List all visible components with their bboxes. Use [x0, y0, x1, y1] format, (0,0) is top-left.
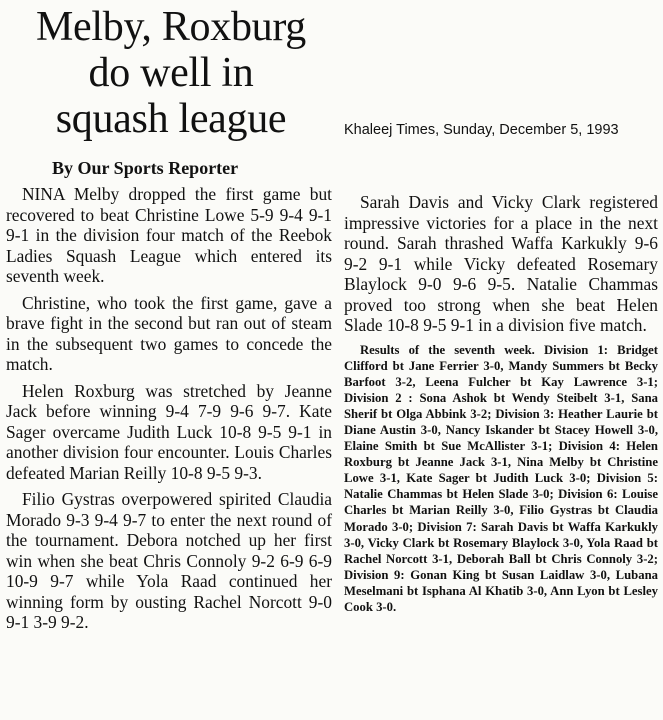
article-paragraph: NINA Melby dropped the first game but recovered to beat Christine Lowe 5-9 9-4 9-1 9-1 in the division four match of the Reebok Ladies Squash League which entered its seventh week. [6, 184, 332, 286]
headline-line-3: squash league [55, 96, 287, 142]
article-paragraph: Sarah Davis and Vicky Clark registered impressive victories for a place in the next round. Sarah thrashed Waffa Karkukly 9-6 9-2 9-1 while Vicky defeated Rosemary Blaylock 9-0 9-6 9-5. Natalie Chammas proved too strong when she beat Helen Slade 10-8 9-5 9-1 in a division five match. [344, 192, 658, 335]
article-column-right [344, 192, 658, 621]
headline-line-2: do well in [88, 50, 254, 96]
article-column-left [6, 184, 332, 639]
byline: By Our Sports Reporter [52, 158, 239, 178]
headline [6, 4, 336, 142]
article-paragraph: Helen Roxburg was stretched by Jeanne Jack before winning 9-4 7-9 9-6 9-7. Kate Sager overcame Judith Luck 10-8 9-5 9-1 in another division four encounter. Louis Charles defeated Marian Reilly 10-8 9-5 9-3. [6, 380, 332, 483]
article-paragraph: Christine, who took the first game, gave a brave fight in the second but ran out of steam in the subsequent two games to concede the match. [6, 292, 332, 374]
headline-line-1: Melby, Roxburg [36, 4, 306, 50]
dateline: Khaleej Times, Sunday, December 5, 1993 [344, 122, 619, 138]
results-list: Results of the seventh week. Division 1: Bridget Clifford bt Jane Ferrier 3-0, Mandy Summers bt Becky Barfoot 3-2, Leena Fulcher bt Kay Lawrence 3-1; Division 2 : Sona Ashok bt Wendy Steibelt 3-1, Sana Sherif bt Olga Abbink 3-2; Division 3: Heather Laurie bt Diane Austin 3-0, Nancy Iskander bt Stacey Howell 3-0, Elaine Smith bt Sue McAllister 3-1; Division 4: Helen Roxburg bt Jeanne Jack 3-1, Nina Melby bt Christine Lowe 3-1, Kate Sager bt Judith Luck 3-0; Division 5: Natalie Chammas bt Helen Slade 3-0; Division 6: Louise Charles bt Marian Reilly 3-0, Filio Gystras bt Claudia Morado 3-0; Division 7: Sarah Davis bt Waffa Karkukly 3-0, Vicky Clark bt Rosemary Blaylock 3-0, Yola Raad bt Rachel Norcott 3-1, Deborah Ball bt Chris Connoly 3-2; Division 9: Gonan King bt Susan Laidlaw 3-0, Lubana Meselmani bt Isphana Al Khatib 3-0, Ann Lyon bt Lesley Cook 3-0. [344, 342, 658, 614]
article-paragraph: Filio Gystras overpowered spirited Claudia Morado 9-3 9-4 9-7 to enter the next round of the tournament. Debora notched up her first win when she beat Chris Connoly 9-2 6-9 6-9 10-9 9-7 while Yola Raad continued her winning form by ousting Rachel Norcott 9-0 9-1 3-9 9-2. [6, 489, 332, 632]
